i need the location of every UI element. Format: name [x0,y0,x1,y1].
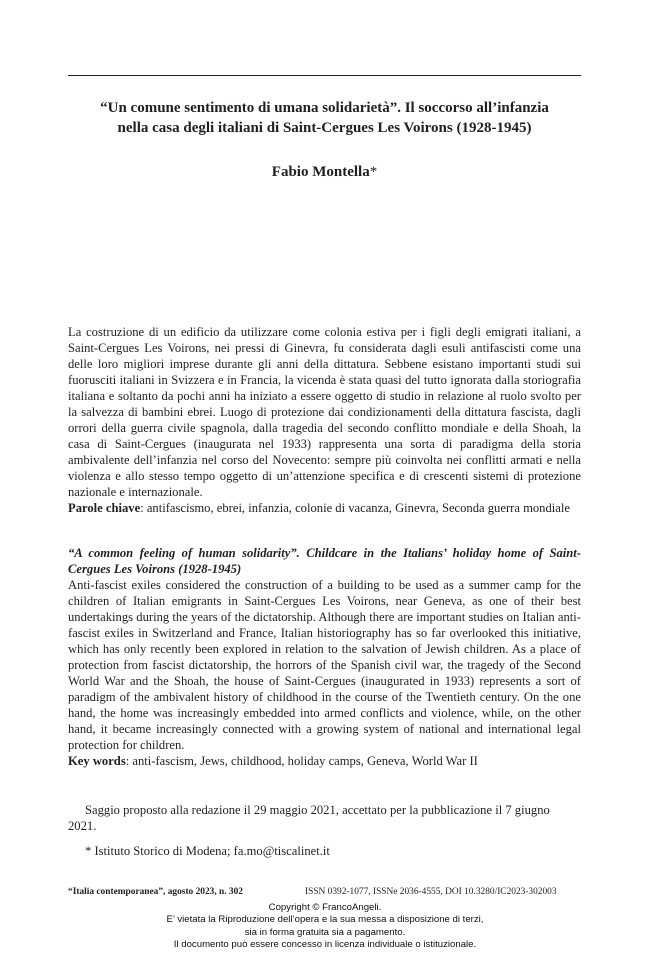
header-rule [68,75,581,76]
article-title [60,98,589,138]
keywords-english [68,753,581,769]
title-line-2: nella casa degli italiani di Saint-Cergues Les Voirons (1928-1945) [117,120,532,136]
copyright-notice [0,902,650,952]
issn-doi: ISSN 0392-1077, ISSNe 2036-4555, DOI 10.3280/IC2023-302003 [305,887,557,897]
keywords-italian-label: Parole chiave [68,501,141,515]
author-affiliation-note: * Istituto Storico di Modena; fa.mo@tiscalinet.it [85,844,330,858]
submission-note: Saggio proposto alla redazione il 29 maggio 2021, accettato per la pubblicazione il 7 giugno 2021. [68,803,550,833]
keywords-english-label: Key words [68,754,126,768]
footnotes [68,802,581,859]
copyright-line-3: sia in forma gratuita sia a pagamento. [244,926,406,938]
title-line-1: “Un comune sentimento di umana solidarietà”. Il soccorso all’infanzia [100,100,549,116]
keywords-english-values: : anti-fascism, Jews, childhood, holiday camps, Geneva, World War II [125,754,478,768]
copyright-line-2: E’ vietata la Riproduzione dell’opera e la sua messa a disposizione di terzi, [166,914,484,926]
abstract-english-title: “A common feeling of human solidarity”. Childcare in the Italians’ holiday home of Saint-Cergues Les Voirons (1928-1945) [68,546,581,576]
abstract-english-text: Anti-fascist exiles considered the construction of a building to be used as a summer camp for the children of Italian emigrants in Saint-Cergues Les Voirons, near Geneva, as one of their best undertakings during the years of the dictatorship. Although there are important studies on Italian anti-fascist exiles in Switzerland and France, Italian historiography has so far overlooked this initiative, which has only recently been explored in relation to the salvation of Jewish children. As a place of protection from fascist dictatorship, the horrors of the Spanish civil war, the tragedy of the Second World War and the Shoah, the house of Saint-Cergues (inaugurated in 1933) represents a sort of paradigm of the ambivalent history of childhood in the course of the Twentieth century. On the one hand, the home was increasingly embedded into armed conflicts and violence, while, on the other hand, it became increasingly connected with a growing system of national and international legal protection for children. [68,578,581,752]
author-name: Fabio Montella [271,164,370,180]
author-line [68,163,581,181]
keywords-italian-values: : antifascismo, ebrei, infanzia, colonie di vacanza, Ginevra, Seconda guerra mondiale [140,501,570,515]
abstract-italian-text: La costruzione di un edificio da utilizzare come colonia estiva per i figli degli emigrati italiani, a Saint-Cergues Les Voirons, nei pressi di Ginevra, fu considerata dagli esuli antifascisti come una delle loro migliori imprese durante gli anni della dittatura. Sebbene esistano importanti studi sui fuorusciti italiani in Svizzera e in Francia, la vicenda è stata quasi del tutto ignorata dalla storiografia italiana e soltanto da pochi anni ha iniziato a essere oggetto di studio in relazione al ruolo svolto per la salvezza di bambini ebrei. Luogo di protezione dai condizionamenti della dittatura fascista, dagli orrori della guerra civile spagnola, dalla tragedia del secondo conflitto mondiale e della Shoah, la casa di Saint-Cergues (inaugurata nel 1933) rappresenta una sorta di paradigma della storia ambivalente dell’infanzia nel corso del Novecento: sempre più coinvolta nei conflitti armati e nella violenza e allo stesso tempo oggetto di un’attenzione specifica e di crescenti sistemi di protezione nazionale e internazionale. [68,325,581,499]
copyright-line-4: Il documento può essere concesso in licenza individuale o istituzionale. [173,939,477,951]
page-footer [68,886,581,898]
author-footnote-mark: * [369,164,378,180]
abstract-italian [68,324,581,516]
keywords-italian [68,500,581,516]
abstract-english [68,545,581,769]
copyright-line-1: Copyright © FrancoAngeli. [268,902,382,913]
journal-citation: “Italia contemporanea”, agosto 2023, n. 302 [68,887,243,897]
